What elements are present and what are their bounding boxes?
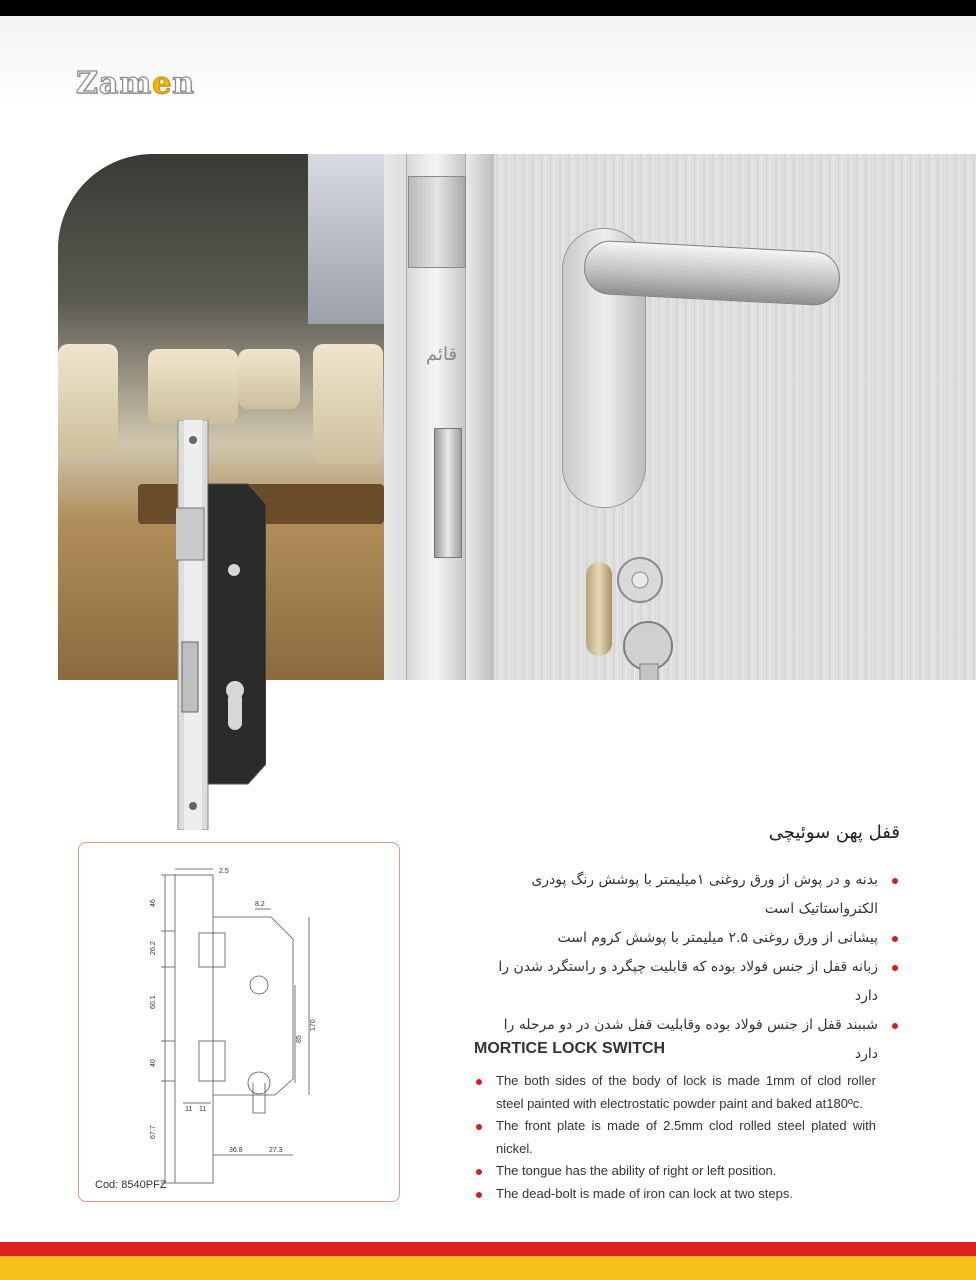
list-item: The tongue has the ability of right or left position. (474, 1160, 876, 1183)
list-item: بدنه و در پوش از ورق روغنی ۱میلیمتر با پوشش رنگ پودری الکترواستاتیک است (490, 866, 900, 924)
office-window (308, 154, 384, 324)
product-code: Cod: 8540PFZ (95, 1179, 167, 1191)
mortice-lock-image (176, 420, 266, 830)
dim-11-a: 11 (185, 1106, 193, 1113)
frame-engraving: قائم (426, 344, 458, 364)
dim-67.7: 67.7 (150, 1125, 157, 1139)
persian-title: قفل پهن سوئیچی (768, 822, 900, 843)
key-cylinder (586, 562, 612, 656)
chair-image (148, 349, 238, 424)
door-frame (384, 154, 494, 680)
latch-tongue (408, 176, 466, 268)
brand-logo: Zamen (76, 66, 195, 101)
chair-image (313, 344, 383, 464)
dim-85: 85 (296, 1035, 303, 1043)
footer-red-bar (0, 1242, 976, 1256)
list-item: شببند قفل از جنس فولاد بوده وقابلیت قفل شدن در دو مرحله را دارد (490, 1011, 900, 1069)
dim-46: 46 (150, 899, 157, 907)
list-item: پیشانی از ورق روغنی ۲.۵ میلیمتر با پوشش کروم است (490, 924, 900, 953)
persian-feature-list (490, 866, 900, 1069)
english-title: MORTICE LOCK SWITCH (474, 1040, 666, 1057)
english-feature-list (474, 1070, 876, 1205)
dim-170: 170 (310, 1019, 317, 1031)
dim-60.1: 60.1 (150, 995, 157, 1009)
dead-bolt (434, 428, 462, 558)
technical-drawing (78, 842, 400, 1202)
dim-36.8: 36.8 (229, 1147, 243, 1154)
dim-40: 40 (150, 1059, 157, 1067)
list-item: The front plate is made of 2.5mm clod rolled steel plated with nickel. (474, 1115, 876, 1160)
list-item: The dead-bolt is made of iron can lock at two steps. (474, 1183, 876, 1206)
dim-26.2: 26.2 (150, 941, 157, 955)
dimension-drawing (79, 843, 399, 1201)
dim-11-b: 11 (199, 1106, 207, 1113)
chair-image (238, 349, 300, 409)
list-item: زبانه قفل از جنس فولاد بوده که قابلیت چپگرد و راستگرد شدن را دارد (490, 953, 900, 1011)
dim-2.5: 2.5 (219, 868, 229, 875)
footer-yellow-bar (0, 1256, 976, 1280)
list-item: The both sides of the body of lock is made 1mm of clod roller steel painted with electrostatic powder paint and baked at180ºc. (474, 1070, 876, 1115)
keys-icon (614, 554, 674, 680)
top-black-bar (0, 0, 976, 16)
dim-8.2: 8.2 (255, 901, 265, 908)
dim-27.3: 27.3 (269, 1147, 283, 1154)
chair-image (58, 344, 118, 454)
